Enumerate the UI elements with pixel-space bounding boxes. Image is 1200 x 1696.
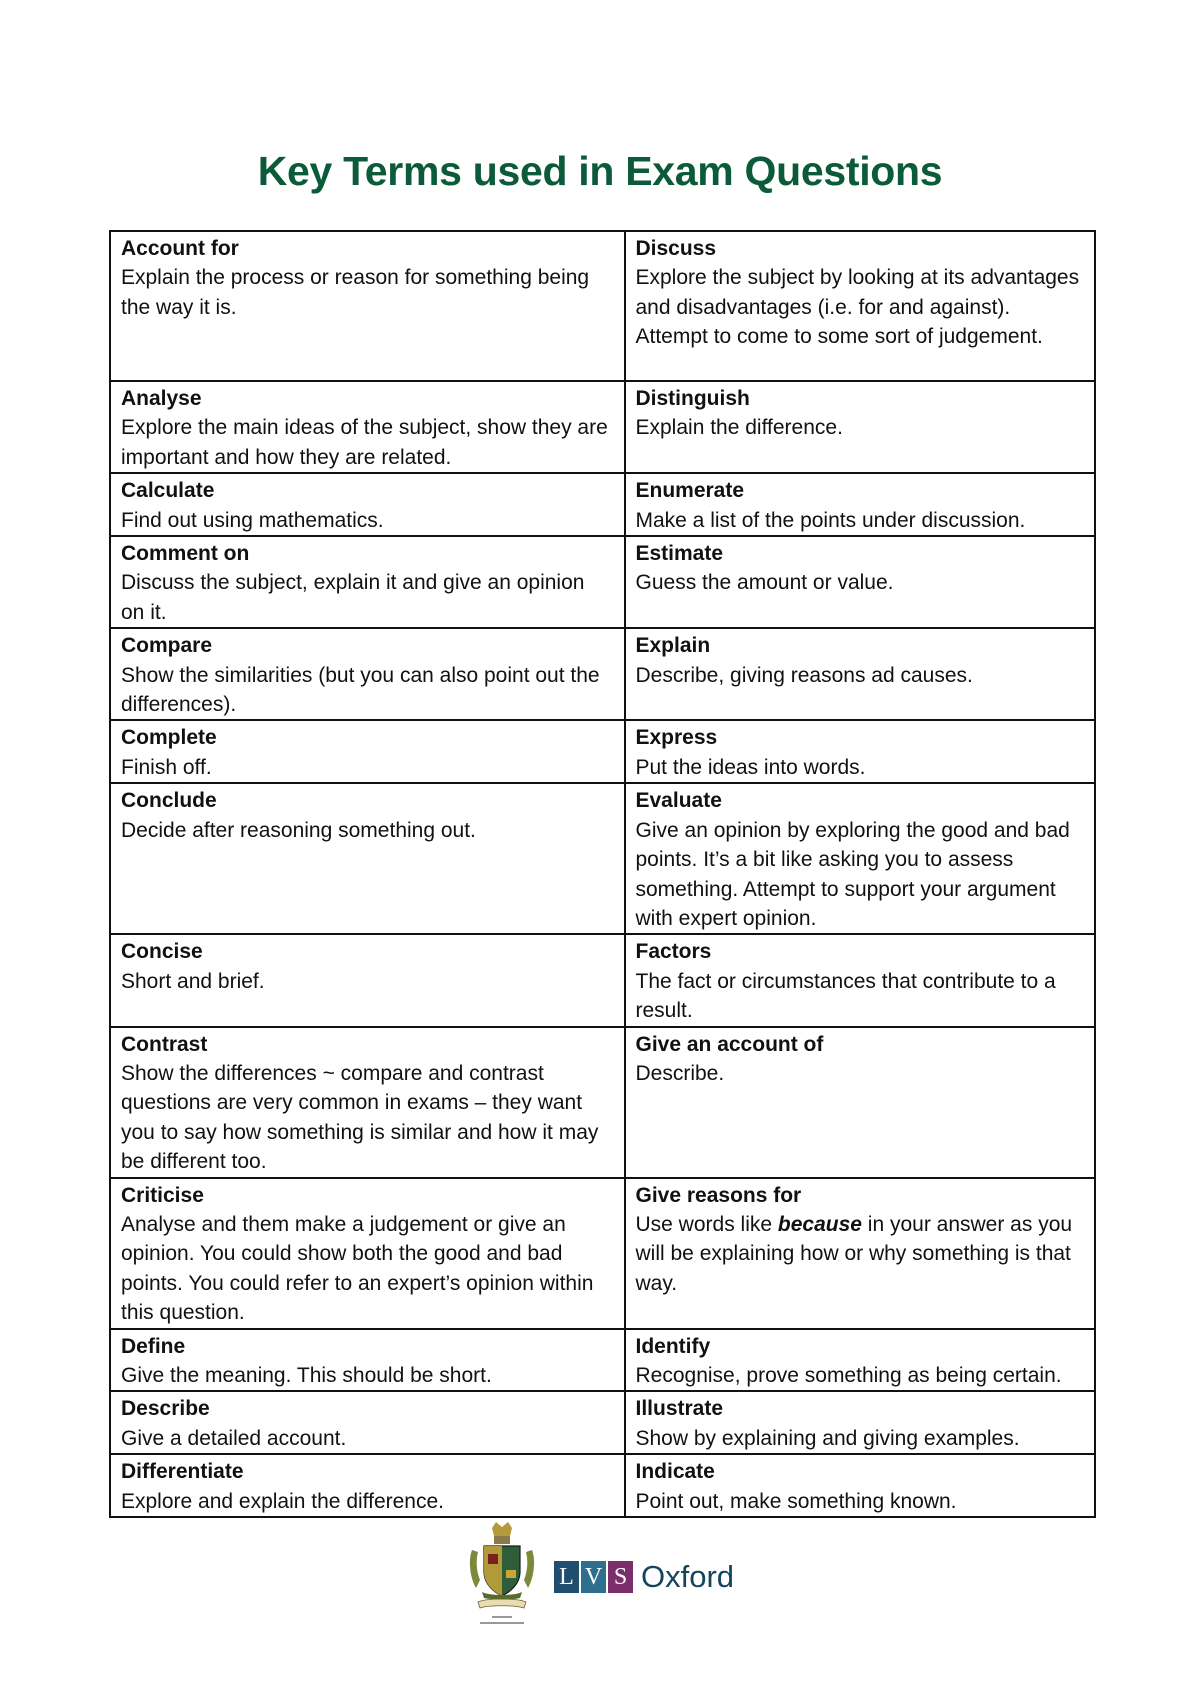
term-cell	[110, 934, 625, 1026]
definition-text: in your answer as you will be explaining how or why something is that way.	[635, 1212, 1073, 1295]
term-name: Conclude	[121, 789, 217, 813]
term-definition: Show the differences ~ compare and contrast questions are very common in exams – they want you to say how something is similar and how it may be different too.	[121, 1061, 599, 1174]
emphasised-word: because	[777, 1212, 862, 1236]
term-cell	[625, 536, 1096, 628]
term-cell	[110, 1454, 625, 1517]
term-definition: Decide after reasoning something out.	[121, 818, 476, 842]
term-name: Comment on	[121, 542, 250, 566]
term-name: Estimate	[635, 542, 724, 566]
term-name: Give an account of	[635, 1032, 824, 1056]
term-cell	[110, 231, 625, 381]
table-row	[110, 1391, 1095, 1454]
term-name: Describe	[121, 1397, 210, 1421]
page-title: Key Terms used in Exam Questions	[257, 148, 943, 194]
term-name: Indicate	[635, 1460, 715, 1484]
term-definition: Give a detailed account.	[121, 1426, 347, 1450]
term-cell	[625, 1391, 1096, 1454]
term-cell	[110, 536, 625, 628]
term-definition: Explore and explain the difference.	[121, 1489, 444, 1513]
term-cell	[110, 473, 625, 536]
term-cell	[110, 381, 625, 473]
term-name: Give reasons for	[635, 1183, 802, 1207]
term-cell	[110, 1178, 625, 1329]
term-definition: Explore the main ideas of the subject, show they are important and how they are related.	[121, 416, 608, 469]
term-cell	[625, 473, 1096, 536]
footer-logos	[466, 1520, 766, 1632]
term-name: Express	[635, 726, 718, 750]
term-definition: Explain the difference.	[635, 416, 843, 440]
term-name: Analyse	[121, 387, 202, 410]
term-definition: Give an opinion by exploring the good and bad points. It’s a bit like asking you to assess something. Attempt to support your argument with expert opinion.	[635, 818, 1070, 930]
term-definition: Finish off.	[121, 755, 212, 779]
term-definition: Explain the process or reason for something being the way it is.	[121, 266, 590, 319]
term-definition: Analyse and them make a judgement or give an opinion. You could show both the good and bad points. You could refer to an expert’s opinion within this question.	[121, 1212, 594, 1325]
term-definition: Recognise, prove something as being certain.	[635, 1364, 1062, 1387]
term-cell	[110, 1329, 625, 1392]
term-name: Complete	[121, 726, 217, 750]
term-cell	[110, 783, 625, 934]
term-definition: Describe.	[635, 1061, 725, 1085]
term-definition: Guess the amount or value.	[635, 571, 894, 595]
term-definition: Point out, make something known.	[635, 1489, 957, 1513]
term-name: Calculate	[121, 479, 215, 503]
table-row	[110, 720, 1095, 783]
term-definition: Short and brief.	[121, 969, 265, 993]
term-name: Explain	[635, 634, 711, 658]
term-definition: The fact or circumstances that contribute to a result.	[635, 969, 1056, 1023]
term-name: Illustrate	[635, 1397, 724, 1421]
term-name: Evaluate	[635, 789, 722, 813]
term-name: Contrast	[121, 1032, 208, 1056]
table-row	[110, 1178, 1095, 1329]
term-cell	[110, 628, 625, 720]
key-terms-table	[109, 230, 1096, 1518]
table-row	[110, 934, 1095, 1026]
term-name: Discuss	[635, 237, 717, 260]
brand-letter: S	[608, 1561, 633, 1593]
term-cell	[625, 934, 1096, 1026]
definition-text: Use words like	[635, 1212, 778, 1236]
table-row	[110, 1454, 1095, 1517]
term-definition: Find out using mathematics.	[121, 508, 384, 532]
term-definition: Put the ideas into words.	[635, 755, 866, 779]
table-row	[110, 231, 1095, 381]
term-name: Distinguish	[635, 387, 750, 410]
term-definition: Show by explaining and giving examples.	[635, 1426, 1020, 1450]
table-row	[110, 536, 1095, 628]
term-cell	[625, 231, 1096, 381]
term-definition: Explore the subject by looking at its advantages and disadvantages (i.e. for and against). Attempt to come to some sort of judgement.	[635, 266, 1080, 349]
term-name: Enumerate	[635, 479, 745, 503]
term-cell	[110, 1391, 625, 1454]
term-cell	[110, 720, 625, 783]
term-cell	[625, 381, 1096, 473]
term-cell	[110, 1027, 625, 1178]
brand-letter: V	[581, 1561, 606, 1593]
term-name: Identify	[635, 1334, 711, 1358]
school-crest-icon	[466, 1520, 538, 1632]
term-name: Account for	[121, 237, 239, 260]
table-row	[110, 473, 1095, 536]
term-cell	[625, 1178, 1096, 1329]
term-name: Define	[121, 1334, 186, 1358]
table-row	[110, 1329, 1095, 1392]
term-definition: Describe, giving reasons ad causes.	[635, 663, 973, 687]
table-row	[110, 783, 1095, 934]
term-name: Differentiate	[121, 1460, 244, 1484]
table-row	[110, 381, 1095, 473]
brand-letter: L	[554, 1561, 579, 1593]
term-definition	[636, 1210, 1085, 1298]
term-cell	[625, 1329, 1096, 1392]
term-cell	[625, 1454, 1096, 1517]
term-definition: Make a list of the points under discussion.	[635, 508, 1026, 532]
lvs-oxford-logo	[554, 1560, 734, 1594]
term-definition: Show the similarities (but you can also point out the differences).	[121, 663, 600, 717]
term-cell	[625, 628, 1096, 720]
term-cell	[625, 720, 1096, 783]
term-name: Criticise	[121, 1183, 204, 1207]
term-name: Concise	[121, 940, 203, 964]
term-name: Compare	[121, 634, 213, 658]
term-definition: Discuss the subject, explain it and give an opinion on it.	[121, 571, 585, 624]
term-name: Factors	[635, 940, 712, 964]
term-definition: Give the meaning. This should be short.	[121, 1364, 492, 1387]
term-cell	[625, 1027, 1096, 1178]
table-row	[110, 1027, 1095, 1178]
table-row	[110, 628, 1095, 720]
term-cell	[625, 783, 1096, 934]
brand-word: Oxford	[641, 1559, 735, 1594]
